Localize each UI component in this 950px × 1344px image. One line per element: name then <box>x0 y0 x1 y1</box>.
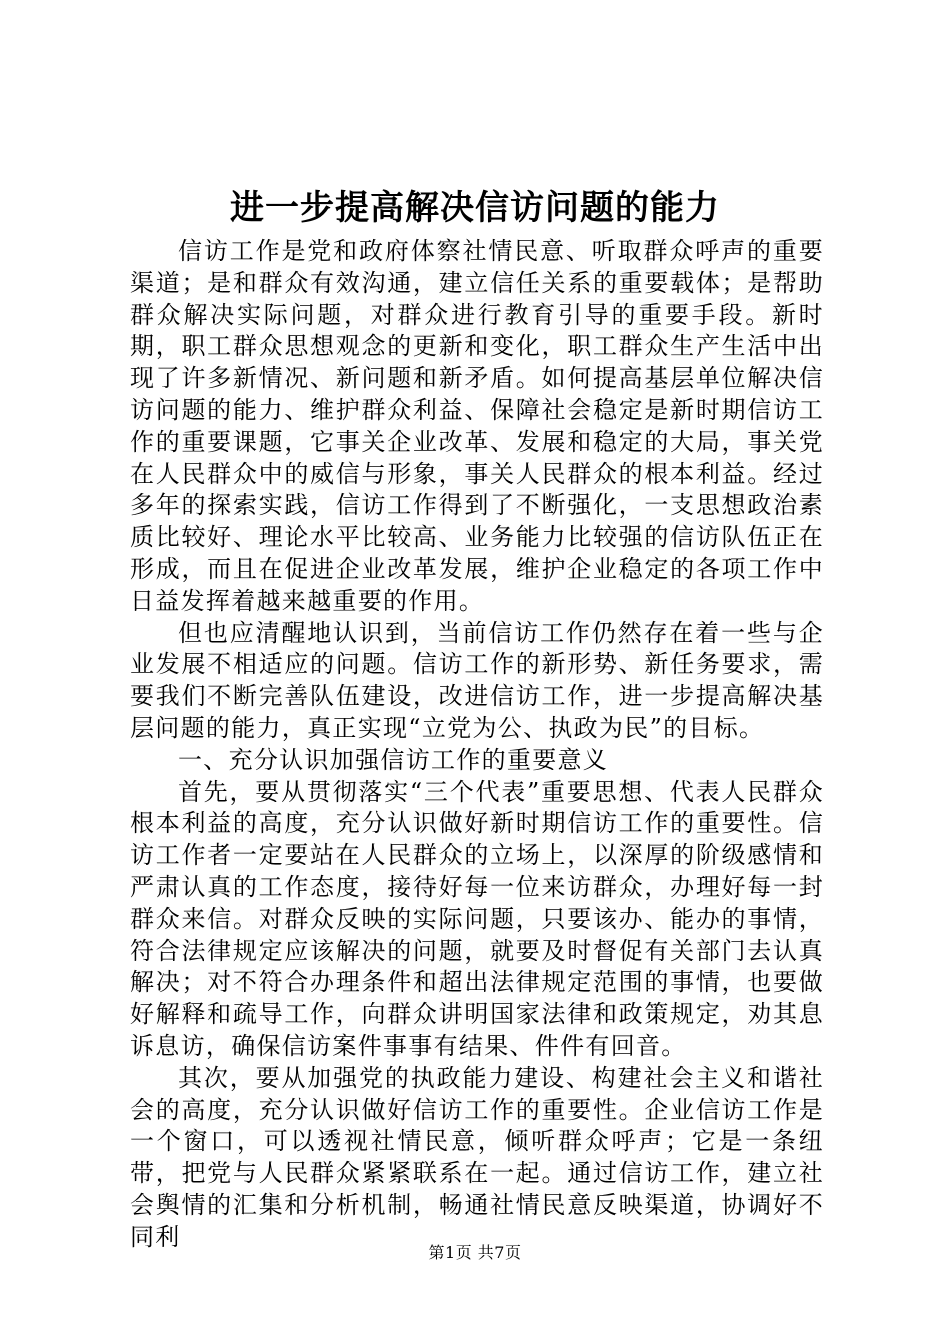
document-title: 进一步提高解决信访问题的能力 <box>230 188 720 228</box>
paragraph-second: 其次，要从加强党的执政能力建设、构建社会主义和谐社会的高度，充分认识做好信访工作的重要性。企业信访工作是一个窗口，可以透视社情民意，倾听群众呼声；它是一条纽带，把党与人民群众紧紧联系在一起。通过信访工作，建立社会舆情的汇集和分析机制，畅通社情民意反映渠道，协调好不同利 <box>130 1063 824 1251</box>
document-body <box>130 236 824 1254</box>
section-heading-1: 一、充分认识加强信访工作的重要意义 <box>178 745 609 774</box>
page-footer: 第1页 共7页 <box>428 1243 522 1262</box>
paragraph-problems: 但也应清醒地认识到，当前信访工作仍然存在着一些与企业发展不相适应的问题。信访工作的新形势、新任务要求，需要我们不断完善队伍建设，改进信访工作，进一步提高解决基层问题的能力，真正实现“立党为公、执政为民”的目标。 <box>130 618 824 742</box>
paragraph-first: 首先，要从贯彻落实“三个代表”重要思想、代表人民群众根本利益的高度，充分认识做好新时期信访工作的重要性。信访工作者一定要站在人民群众的立场上，以深厚的阶级感情和严肃认真的工作态度，接待好每一位来访群众，办理好每一封群众来信。对群众反映的实际问题，只要该办、能办的事情，符合法律规定应该解决的问题，就要及时督促有关部门去认真解决；对不符合办理条件和超出法律规定范围的事情，也要做好解释和疏导工作，向群众讲明国家法律和政策规定，劝其息诉息访，确保信访案件事事有结果、件件有回音。 <box>130 777 824 1060</box>
paragraph-intro: 信访工作是党和政府体察社情民意、听取群众呼声的重要渠道；是和群众有效沟通，建立信任关系的重要载体；是帮助群众解决实际问题，对群众进行教育引导的重要手段。新时期，职工群众思想观念的更新和变化，职工群众生产生活中出现了许多新情况、新问题和新矛盾。如何提高基层单位解决信访问题的能力、维护群众利益、保障社会稳定是新时期信访工作的重要课题，它事关企业改革、发展和稳定的大局，事关党在人民群众中的威信与形象，事关人民群众的根本利益。经过多年的探索实践，信访工作得到了不断强化，一支思想政治素质比较好、理论水平比较高、业务能力比较强的信访队伍正在形成，而且在促进企业改革发展，维护企业稳定的各项工作中日益发挥着越来越重要的作用。 <box>130 237 824 615</box>
